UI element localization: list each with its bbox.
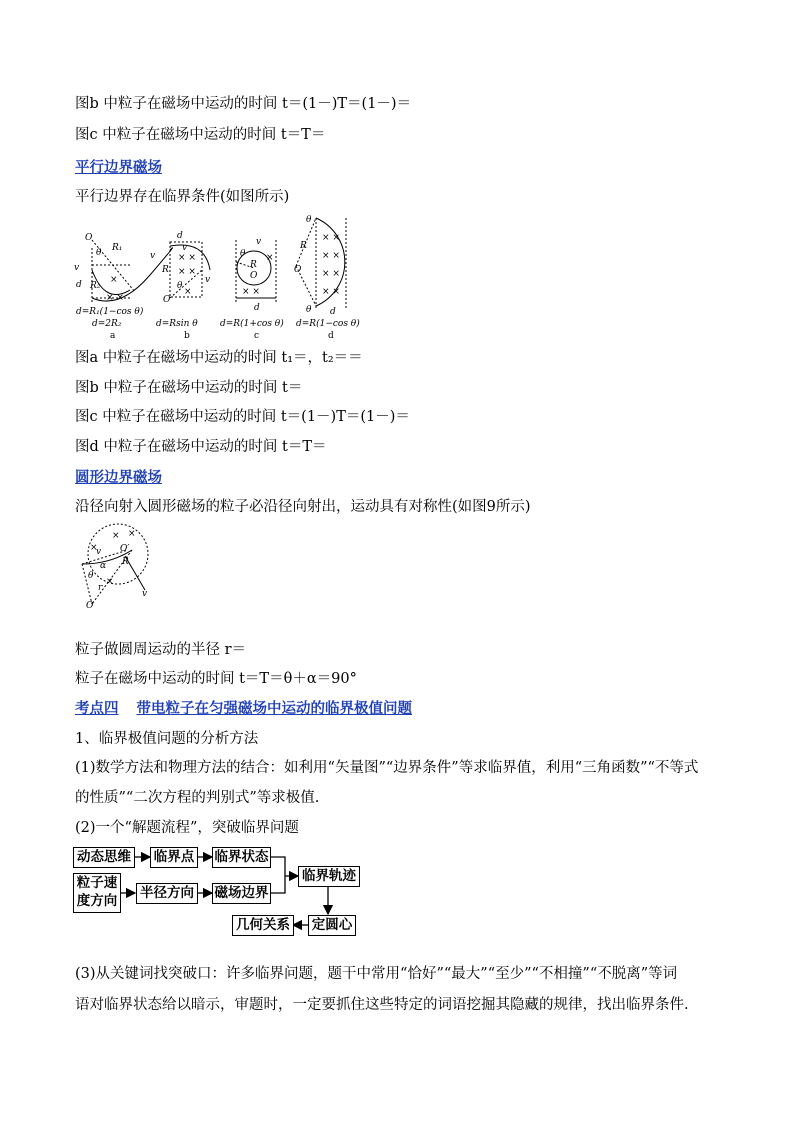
svg-text:×: ×	[106, 577, 114, 587]
fig-b-label-v2: v	[205, 275, 211, 285]
kp4-title: 带电粒子在匀强磁场中运动的临界极值问题	[136, 701, 412, 717]
flow-box-dynamic: 动态思维	[73, 847, 135, 868]
fig-c-label-O: O	[250, 271, 258, 281]
fig-b-label-O: O	[163, 295, 171, 305]
fig-b-caption-1: d=Rsin θ	[156, 319, 198, 329]
svg-text:×: ×	[184, 287, 192, 297]
svg-text:×: ×	[110, 275, 118, 285]
fig-a-caption-1: d=R₁(1−cos θ)	[76, 307, 144, 317]
svg-text:× ×: × ×	[178, 253, 196, 263]
fig-c-caption-1: d=R(1+cos θ)	[220, 319, 284, 329]
circle-heading: 圆形边界磁场	[75, 470, 162, 486]
fig-a-label-R2: R₂	[90, 281, 101, 291]
fig-d-label-O: O	[294, 265, 302, 275]
fig-b-letter: b	[184, 331, 190, 341]
flow-speed-line1: 粒子速	[76, 875, 118, 891]
fig-d-label-theta1: θ	[306, 215, 312, 225]
circle-label-alpha: α	[100, 561, 107, 571]
flow-speed-line2: 度方向	[76, 893, 118, 909]
parallel-b-time: 图b 中粒子在磁场中运动的时间 t＝	[75, 380, 303, 396]
fig-a-label-O: O	[85, 233, 93, 243]
svg-text:× ×: × ×	[322, 251, 340, 261]
svg-text:× ×: × ×	[106, 293, 124, 303]
fig-a-caption-2: d=2R₂	[92, 319, 122, 329]
svg-text:×: ×	[112, 531, 120, 541]
kp4-label: 考点四	[75, 701, 119, 717]
method3-line-b: 语对临界状态给以暗示，审题时，一定要抓住这些特定的词语挖掘其隐藏的规律，找出临界条件.	[75, 997, 689, 1013]
fig-c-time-top: 图c 中粒子在磁场中运动的时间 t＝T＝	[75, 127, 326, 143]
circle-label-theta: θ	[88, 571, 94, 581]
parallel-heading: 平行边界磁场	[75, 160, 162, 176]
svg-text:× ×: × ×	[322, 233, 340, 243]
fig-b-label-theta: θ	[177, 281, 183, 291]
fig-c-letter: c	[254, 331, 260, 341]
circle-label-R: R	[122, 557, 129, 567]
fig-b-label-R: R	[162, 265, 169, 275]
parallel-a-time: 图a 中粒子在磁场中运动的时间 t₁＝，t₂＝＝	[75, 350, 363, 366]
flow-box-radius-dir: 半径方向	[136, 883, 198, 904]
fig-d-label-theta2: θ	[306, 305, 312, 315]
fig-a-label-theta: θ	[96, 248, 102, 258]
circle-label-O: O	[86, 601, 94, 611]
parallel-desc: 平行边界存在临界条件(如图所示)	[75, 189, 290, 205]
circle-desc: 沿径向射入圆形磁场的粒子必沿径向射出，运动具有对称性(如图9所示)	[75, 499, 531, 515]
fig-a-label-d: d	[76, 280, 82, 290]
svg-text:×: ×	[128, 529, 136, 539]
radius-line: 粒子做圆周运动的半径 r＝	[75, 642, 247, 658]
fig-b-label-d: d	[177, 231, 183, 241]
fig-a-label-v2: v	[74, 263, 80, 273]
method-title: 1、临界极值问题的分析方法	[75, 731, 259, 747]
circle-label-O-prime: O′	[120, 544, 130, 554]
fig-c-label-R: R	[250, 260, 257, 270]
flow-box-critical-point: 临界点	[150, 847, 198, 868]
svg-text:× ×: × ×	[322, 287, 340, 297]
circle-label-v2: v	[142, 589, 148, 599]
fig-d-label-R: R	[300, 241, 307, 251]
circle-time-line: 粒子在磁场中运动的时间 t＝T＝θ＋α＝90°	[75, 671, 357, 687]
fig-c-label-theta: θ	[240, 249, 246, 259]
svg-text:× ×: × ×	[178, 267, 196, 277]
parallel-c-time: 图c 中粒子在磁场中运动的时间 t＝(1－)T＝(1－)＝	[75, 409, 410, 425]
fig-a-label-v1: v	[150, 251, 156, 261]
fig-b-time-top: 图b 中粒子在磁场中运动的时间 t＝(1－)T＝(1－)＝	[75, 96, 412, 112]
circle-label-v1: v	[96, 547, 102, 557]
flow-box-critical-state: 临界状态	[212, 847, 271, 868]
fig-d-caption-1: d=R(1−cos θ)	[296, 319, 360, 329]
flow-box-geometry: 几何关系	[232, 915, 294, 936]
fig-a-letter: a	[110, 331, 116, 341]
fig-d-letter: d	[328, 331, 334, 341]
fig-a-label-R1: R₁	[112, 243, 123, 253]
flow-box-speed-dir	[73, 873, 121, 913]
method3-line-a: (3)从关键词找突破口：许多临界问题，题干中常用“恰好”“最大”“至少”“不相撞”“不脱离”等词	[75, 966, 678, 982]
svg-text:× ×: × ×	[242, 287, 260, 297]
flow-box-fix-center: 定圆心	[308, 915, 356, 936]
parallel-d-time: 图d 中粒子在磁场中运动的时间 t＝T＝	[75, 439, 327, 455]
method1-line-b: 的性质”“二次方程的判别式”等求极值.	[75, 790, 320, 806]
method2-line: (2)一个“解题流程”，突破临界问题	[75, 820, 299, 836]
flow-box-critical-track: 临界轨迹	[298, 866, 360, 887]
svg-text:× ×: × ×	[322, 269, 340, 279]
fig-b-label-v1: v	[182, 243, 188, 253]
circle-label-r: r	[98, 583, 103, 593]
fig-d-label-d: d	[330, 307, 336, 317]
svg-text:×: ×	[90, 543, 98, 553]
fig-c-label-d: d	[254, 303, 260, 313]
fig-c-label-v: v	[256, 237, 262, 247]
svg-text:×: ×	[266, 253, 274, 263]
flow-box-field-boundary: 磁场边界	[212, 883, 271, 904]
method1-line-a: (1)数学方法和物理方法的结合：如利用“矢量图”“边界条件”等求临界值，利用“三角函数”“不等式	[75, 760, 699, 776]
